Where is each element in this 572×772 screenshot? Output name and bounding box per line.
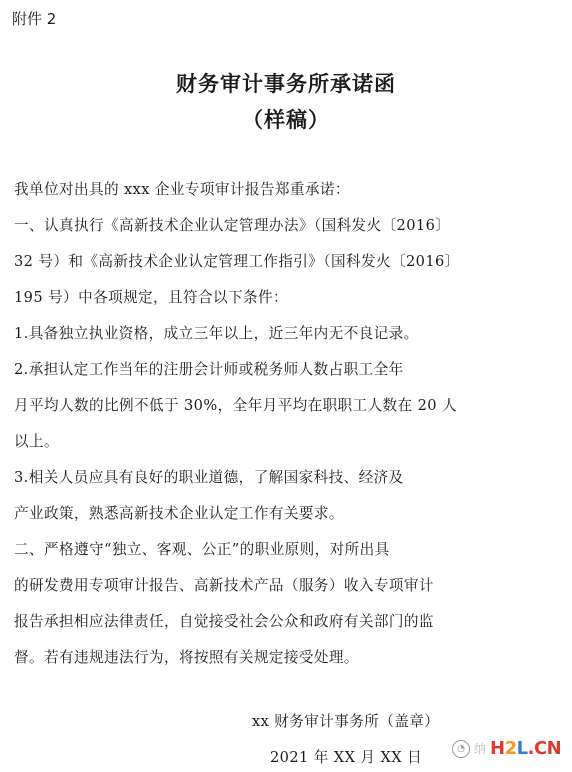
- body-line: 督。若有违规违法行为，将按照有关规定接受处理。: [14, 649, 359, 666]
- body-line: 我单位对出具的 xxx 企业专项审计报告郑重承诺：: [14, 181, 350, 198]
- attachment-label: 附件 2: [12, 10, 57, 28]
- body-line: 二、严格遵守“独立、客观、公正”的职业原则，对所出具: [14, 541, 390, 558]
- watermark: [452, 738, 561, 759]
- date-line: 2021 年 XX 月 XX 日: [270, 749, 423, 766]
- body-line: 一、认真执行《高新技术企业认定管理办法》（国科发火〔2016〕: [14, 217, 451, 234]
- body-line: 1.具备独立执业资格，成立三年以上，近三年内无不良记录。: [14, 325, 419, 342]
- h2l-logo: H2L.CN: [490, 738, 562, 759]
- signature-line: xx 财务审计事务所（盖章）: [252, 713, 440, 730]
- body-line: 195 号）中各项规定，且符合以下条件：: [14, 289, 288, 306]
- body-line: 产业政策，熟悉高新技术企业认定工作有关要求。: [14, 505, 344, 522]
- body-line: 以上。: [14, 433, 59, 450]
- body-line: 32 号）和《高新技术企业认定管理工作指引》（国科发火〔2016〕: [14, 253, 460, 270]
- body-line: 2.承担认定工作当年的注册会计师或税务师人数占职工全年: [14, 361, 404, 378]
- body-line: 报告承担相应法律责任，自觉接受社会公众和政府有关部门的监: [14, 613, 434, 630]
- document-subtitle: （样稿）: [242, 107, 330, 132]
- watermark-text: 纳: [474, 742, 487, 756]
- document-title: 财务审计事务所承诺函: [176, 71, 396, 96]
- body-line: 月平均人数的比例不低于 30%，全年月平均在职职工人数在 20 人: [14, 397, 457, 414]
- body-line: 3.相关人员应具有良好的职业道德，了解国家科技、经济及: [14, 469, 404, 486]
- wechat-icon: ◔: [452, 740, 470, 758]
- body-line: 的研发费用专项审计报告、高新技术产品（服务）收入专项审计: [14, 577, 434, 594]
